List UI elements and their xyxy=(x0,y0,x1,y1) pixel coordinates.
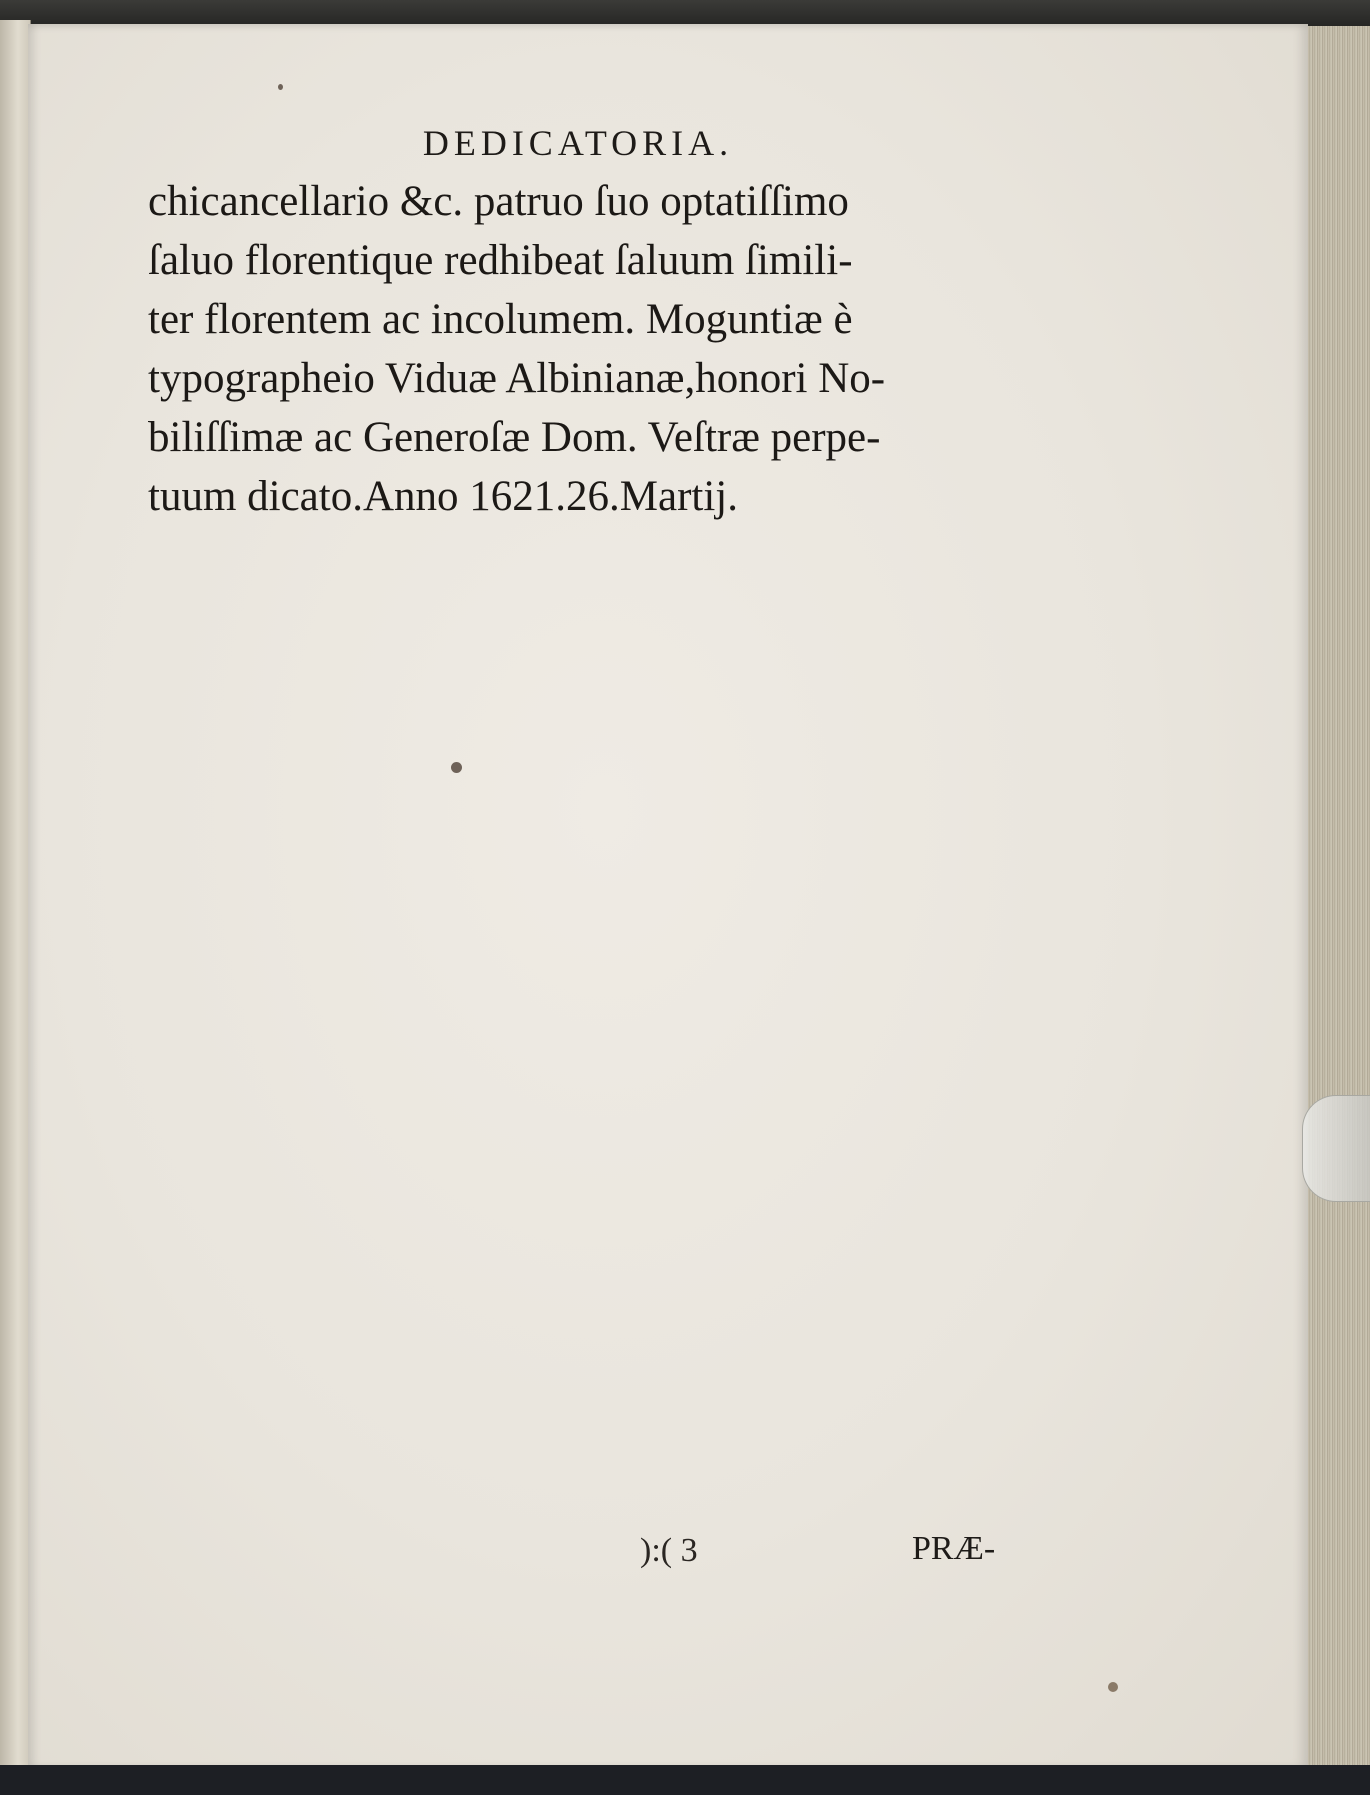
ink-spot xyxy=(278,84,283,90)
ink-spot xyxy=(1108,1682,1118,1692)
page-stack-edge xyxy=(1298,26,1370,1766)
text-line: biliſſimæ ac Generoſæ Dom. Veſtræ perpe- xyxy=(148,414,881,461)
text-line: typographeio Viduæ Albinianæ,honori No- xyxy=(148,355,886,402)
running-head: DEDICATORIA. xyxy=(422,123,734,163)
text-line: tuum dicato.Anno 1621.26.Martij. xyxy=(148,473,738,520)
catchword: PRÆ- xyxy=(912,1530,996,1567)
ink-spot xyxy=(451,762,462,773)
text-line: ſaluo florentique redhibeat ſaluum ſimili- xyxy=(148,237,853,284)
text-line: chicancellario &c. patruo ſuo optatiſſimo xyxy=(148,178,849,225)
book-cover-bottom-edge xyxy=(0,1765,1370,1795)
dedication-text xyxy=(148,172,1018,526)
signature-mark: ):( 3 xyxy=(640,1532,698,1569)
text-line: ter florentem ac incolumem. Moguntiæ è xyxy=(148,296,853,343)
previous-page-edge xyxy=(0,20,31,1765)
bookmark-tab xyxy=(1302,1095,1370,1202)
